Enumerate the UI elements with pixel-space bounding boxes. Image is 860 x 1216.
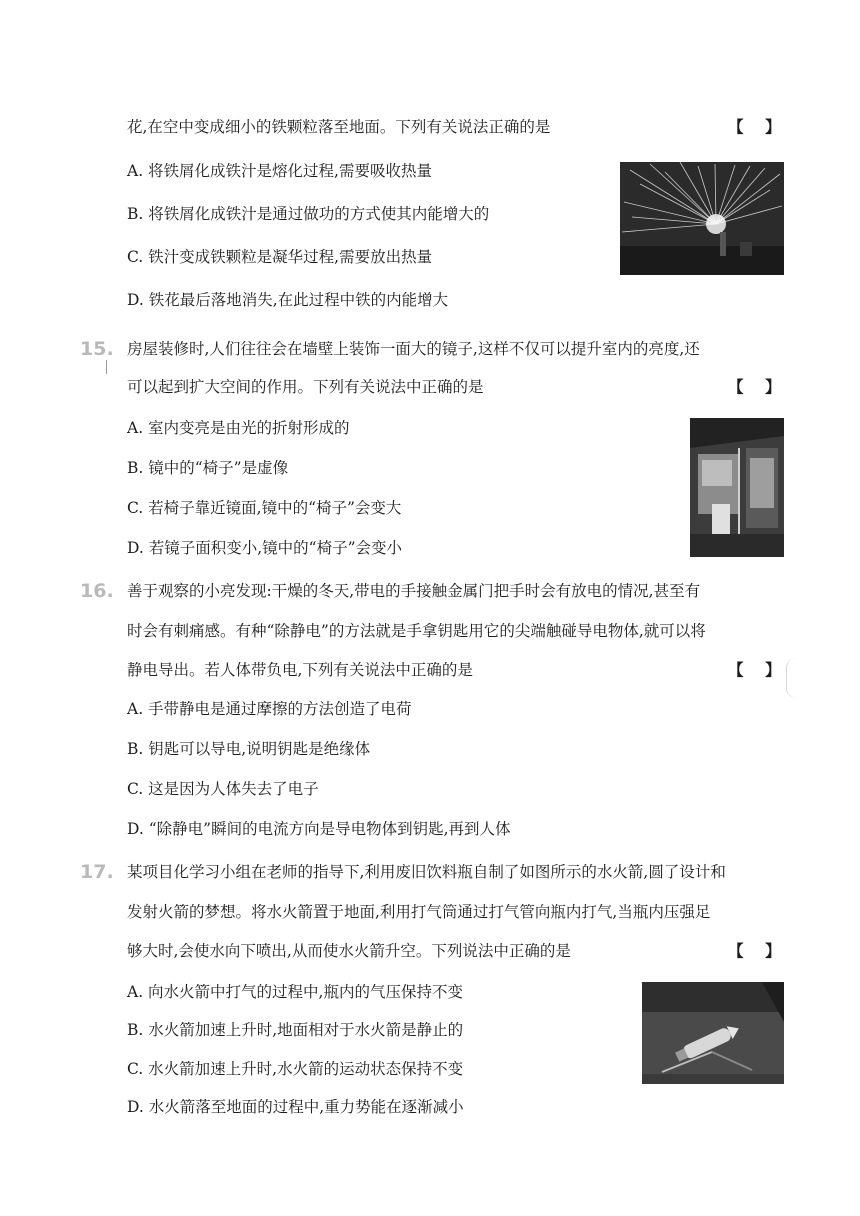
q17-answer-bracket: 【 】 — [728, 942, 781, 960]
q15-option-b: B. 镜中的“椅子”是虚像 — [127, 459, 289, 477]
q16-option-c: C. 这是因为人体失去了电子 — [127, 780, 319, 798]
q16-option-a: A. 手带静电是通过摩擦的方法创造了电荷 — [127, 700, 412, 718]
q15-option-a: A. 室内变亮是由光的折射形成的 — [127, 419, 350, 437]
q15-stem-line2: 可以起到扩大空间的作用。下列有关说法中正确的是 — [127, 378, 484, 396]
iron-sparks-photo — [620, 162, 784, 275]
q17-stem-line2: 发射火箭的梦想。将水火箭置于地面,利用打气筒通过打气管向瓶内打气,当瓶内压强足 — [127, 903, 711, 921]
q17-option-a: A. 向水火箭中打气的过程中,瓶内的气压保持不变 — [127, 983, 463, 1001]
q17-stem-line3: 够大时,会使水向下喷出,从而使水火箭升空。下列说法中正确的是 — [127, 942, 571, 960]
q17-option-c: C. 水火箭加速上升时,水火箭的运动状态保持不变 — [127, 1060, 464, 1078]
q15-option-c: C. 若椅子靠近镜面,镜中的“椅子”会变大 — [127, 499, 402, 517]
q16-number: 16. — [80, 580, 114, 602]
q14-option-a: A. 将铁屑化成铁汁是熔化过程,需要吸收热量 — [127, 162, 432, 180]
q15-option-d: D. 若镜子面积变小,镜中的“椅子”会变小 — [127, 539, 403, 557]
q16-option-b: B. 钥匙可以导电,说明钥匙是绝缘体 — [127, 740, 371, 758]
q15-stem-line1: 房屋装修时,人们往往会在墙壁上装饰一面大的镜子,这样不仅可以提升室内的亮度,还 — [127, 340, 700, 358]
q14-option-b: B. 将铁屑化成铁汁是通过做功的方式使其内能增大的 — [127, 205, 490, 223]
q14-option-c: C. 铁汁变成铁颗粒是凝华过程,需要放出热量 — [127, 248, 433, 266]
q17-option-d: D. 水火箭落至地面的过程中,重力势能在逐渐减小 — [127, 1098, 464, 1116]
q14-answer-bracket: 【 】 — [728, 118, 781, 136]
q16-answer-bracket: 【 】 — [728, 661, 781, 679]
q15-answer-bracket: 【 】 — [728, 378, 781, 396]
q14-option-d: D. 铁花最后落地消失,在此过程中铁的内能增大 — [127, 291, 449, 309]
q17-number: 17. — [80, 861, 114, 883]
page-edge-mark — [786, 658, 801, 698]
q16-stem-line1: 善于观察的小亮发现:干燥的冬天,带电的手接触金属门把手时会有放电的情况,甚至有 — [127, 582, 701, 600]
q16-stem-line2: 时会有刺痛感。有种“除静电”的方法就是手拿钥匙用它的尖端触碰导电物体,就可以将 — [127, 622, 706, 640]
q17-stem-line1: 某项目化学习小组在老师的指导下,利用废旧饮料瓶自制了如图所示的水火箭,圆了设计和 — [127, 863, 726, 881]
q15-number: 15. — [80, 338, 114, 360]
mirror-room-photo — [690, 418, 784, 557]
q16-option-d: D. “除静电”瞬间的电流方向是导电物体到钥匙,再到人体 — [127, 820, 511, 838]
water-rocket-photo — [642, 982, 784, 1084]
q14-stem: 花,在空中变成细小的铁颗粒落至地面。下列有关说法正确的是 — [127, 118, 551, 136]
margin-mark — [106, 360, 107, 374]
q17-option-b: B. 水火箭加速上升时,地面相对于水火箭是静止的 — [127, 1021, 464, 1039]
q16-stem-line3: 静电导出。若人体带负电,下列有关说法中正确的是 — [127, 661, 473, 679]
